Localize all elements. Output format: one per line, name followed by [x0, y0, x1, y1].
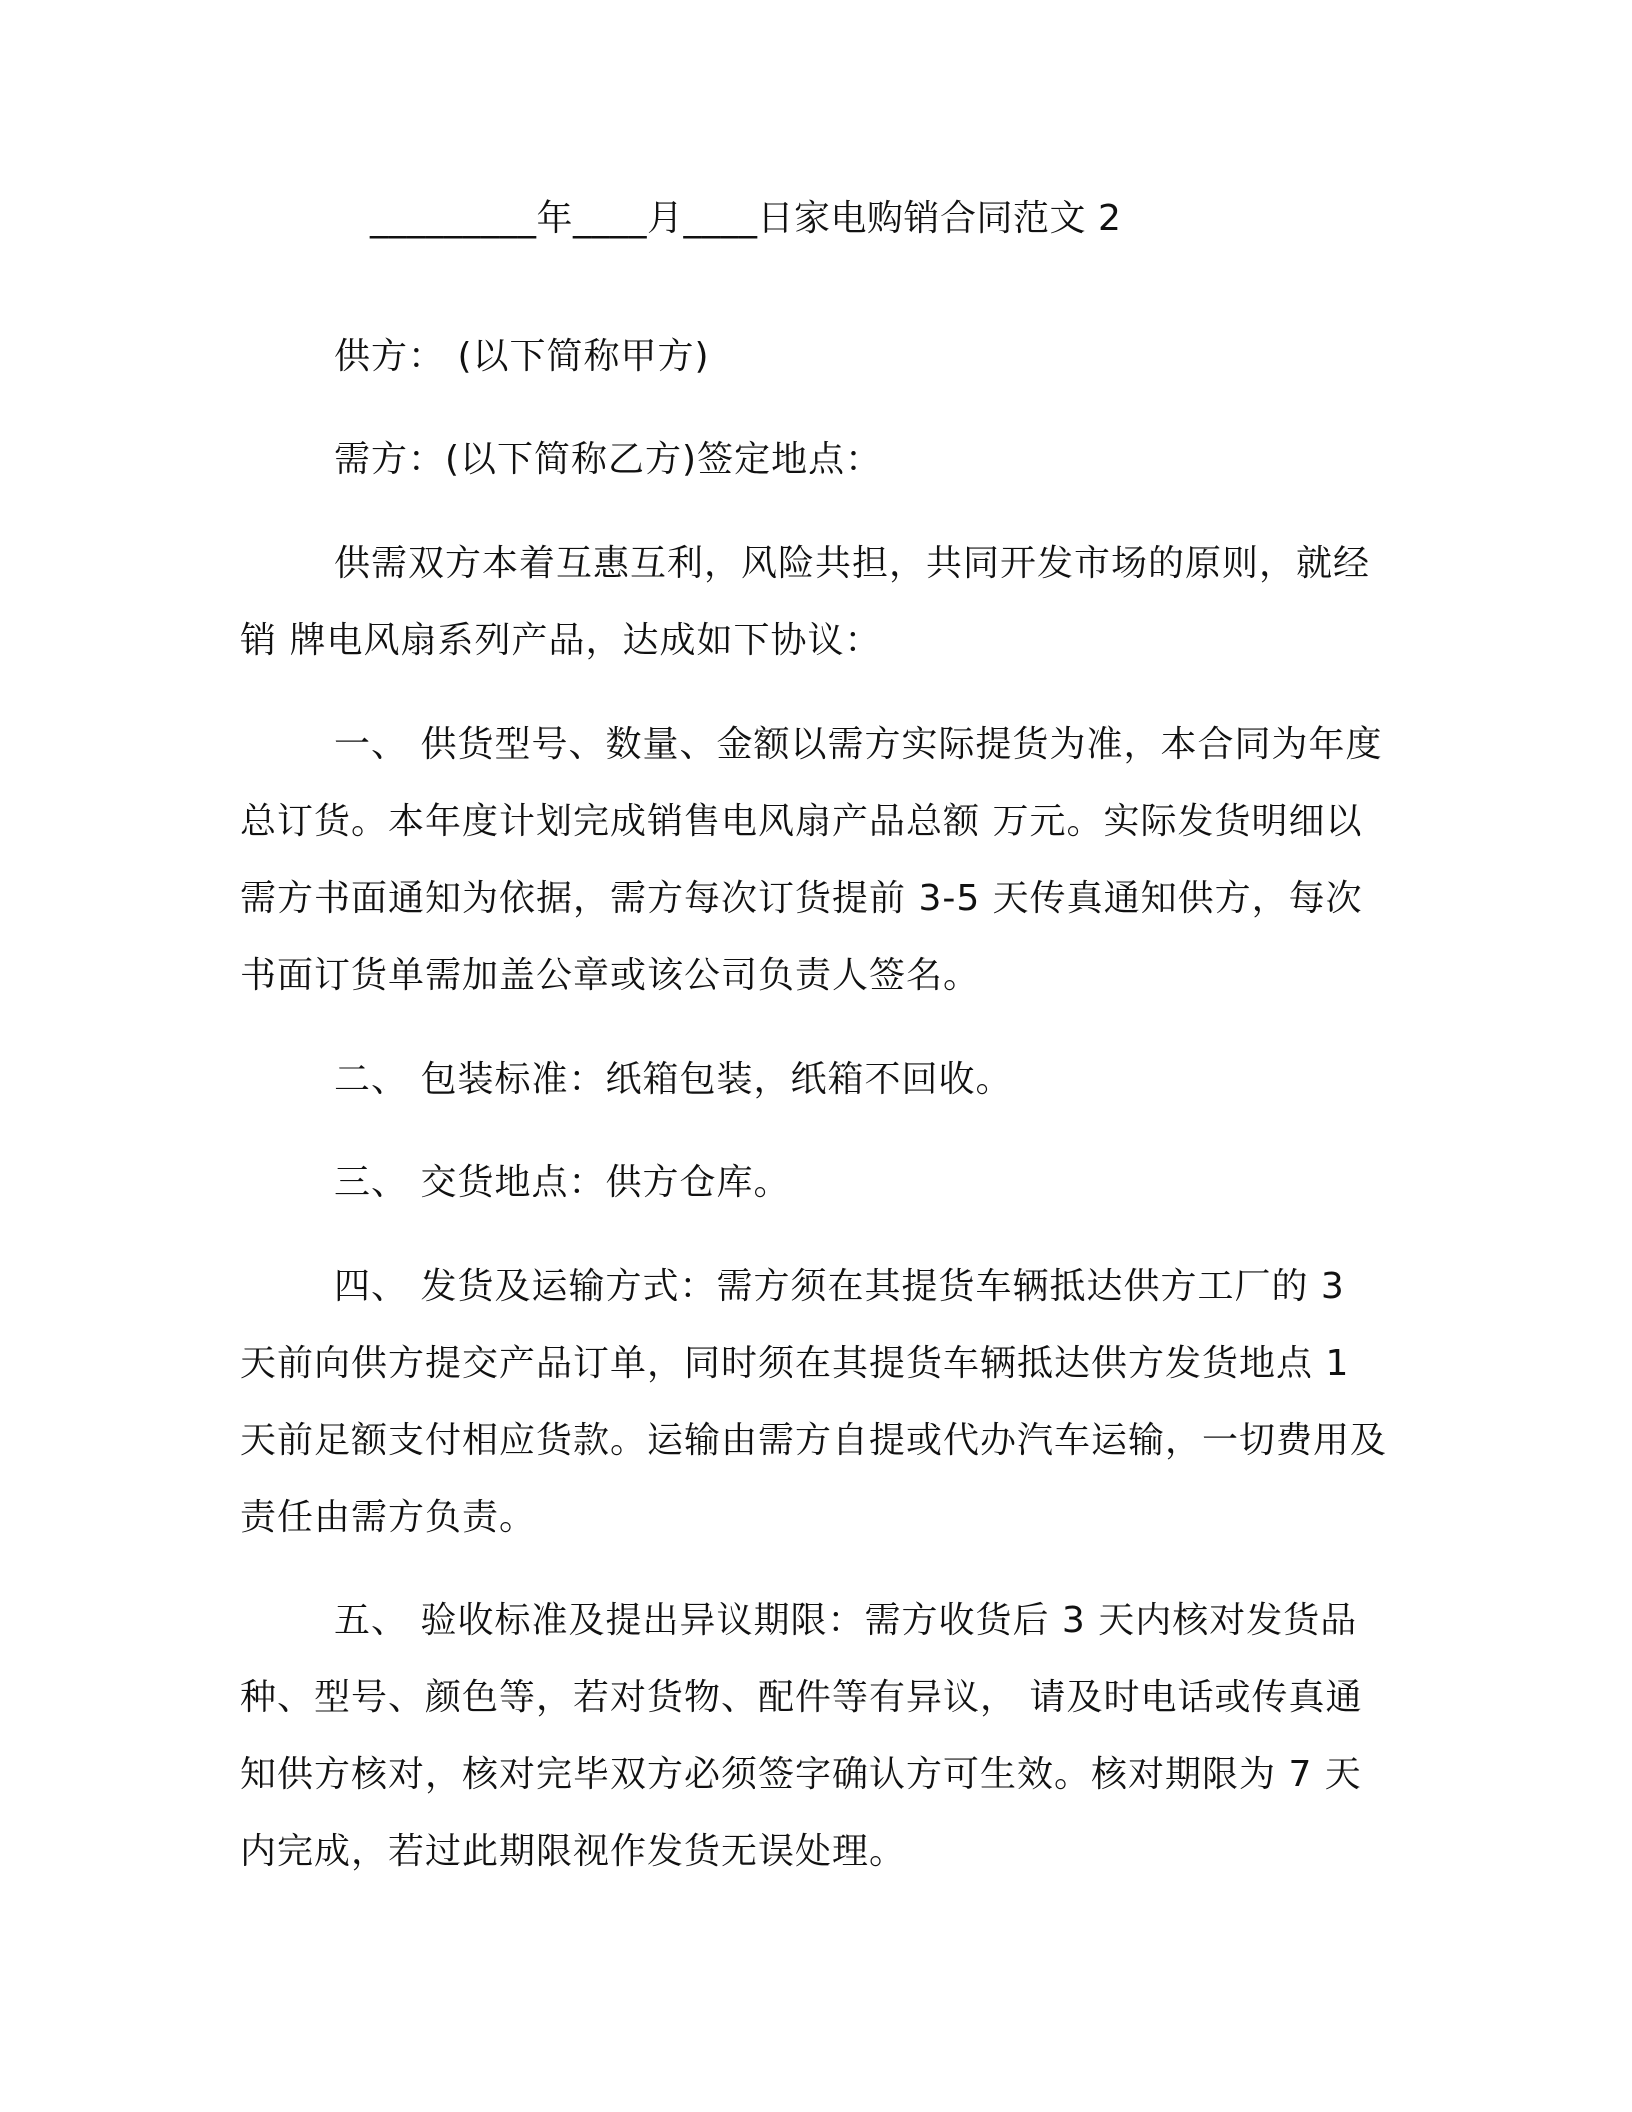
paragraph-supplier: 供方： (以下简称甲方) [334, 336, 710, 377]
paragraph-buyer: 需方：(以下简称乙方)签定地点： [334, 439, 883, 480]
paragraph-section-5: 五、 验收标准及提出异议期限：需方收货后 3 天内核对发货品种、型号、颜色等，若对货物、配件等有异议， 请及时电话或传真通知供方核对，核对完毕双方必须签字确认方可生效。核对期限为 7 天内完成，若过此期限视作发货无误处理。 [240, 1600, 1363, 1872]
paragraph-section-2: 二、 包装标准：纸箱包装，纸箱不回收。 [334, 1059, 1013, 1100]
paragraph-section-4: 四、 发货及运输方式：需方须在其提货车辆抵达供方工厂的 3 天前向供方提交产品订单，同时须在其提货车辆抵达供方发货地点 1 天前足额支付相应货款。运输由需方自提或代办汽车运输，一切费用及责任由需方负责。 [240, 1266, 1388, 1538]
paragraph-section-1: 一、 供货型号、数量、金额以需方实际提货为准，本合同为年度总订货。本年度计划完成销售电风扇产品总额 万元。实际发货明细以需方书面通知为依据，需方每次订货提前 3-5 天传真通知供方，每次书面订货单需加盖公章或该公司负责人签名。 [240, 724, 1383, 996]
paragraph-section-3: 三、 交货地点：供方仓库。 [334, 1162, 791, 1203]
document-title: _________年____月____日家电购销合同范文 2 [370, 198, 1122, 239]
paragraph-intro: 供需双方本着互惠互利，风险共担，共同开发市场的原则，就经销 牌电风扇系列产品，达成如下协议： [240, 543, 1371, 661]
